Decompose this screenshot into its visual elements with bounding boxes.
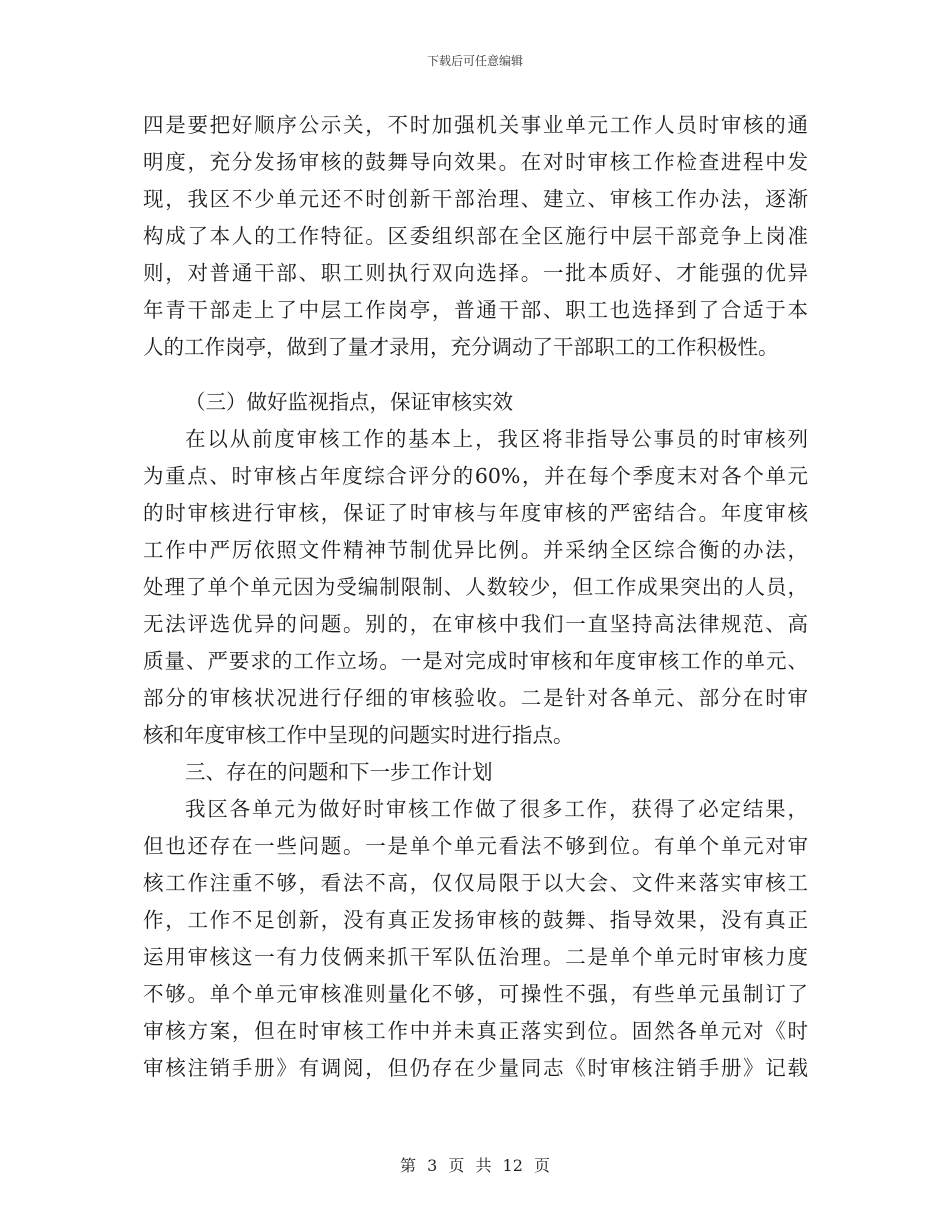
page-header-note: 下载后可任意编辑 (426, 54, 523, 68)
text-line: 核工作注重不够，看法不高，仅仅局限于以大会、文件来落实审核工 (143, 871, 808, 895)
text-line: 构成了本人的工作特征。区委组织部在全区施行中层干部竞争上岗准 (143, 224, 808, 248)
text-line: 人的工作岗亭，做到了量才录用，充分调动了干部职工的工作积极性。 (143, 335, 779, 359)
text-line: 质量、严要求的工作立场。一是对完成时审核和年度审核工作的单元、 (143, 649, 808, 673)
text-line: 但也还存在一些问题。一是单个单元看法不够到位。有单个单元对审 (143, 834, 808, 858)
section-heading: 三、存在的问题和下一步工作计划 (185, 760, 493, 784)
text-line: 作，工作不足创新，没有真正发扬审核的鼓舞、指导效果，没有真正 (143, 908, 808, 932)
text-line: 工作中严厉依照文件精神节制优异比例。并采纳全区综合衡的办法， (143, 538, 808, 562)
text-line: 不够。单个单元审核准则量化不够，可操性不强，有些单元虽制订了 (143, 982, 808, 1006)
text-line: 四是要把好顺序公示关，不时加强机关事业单元工作人员时审核的通 (143, 113, 808, 137)
text-line: 部分的审核状况进行仔细的审核验收。二是针对各单元、部分在时审 (143, 686, 808, 710)
text-line: 现，我区不少单元还不时创新干部治理、建立、审核工作办法，逐渐 (143, 187, 808, 211)
section-heading: （三）做好监视指点，保证审核实效 (185, 390, 513, 414)
text-line: 的时审核进行审核，保证了时审核与年度审核的严密结合。年度审核 (143, 501, 808, 525)
text-line: 处理了单个单元因为受编制限制、人数较少，但工作成果突出的人员， (143, 575, 808, 599)
document-body (143, 107, 808, 1087)
text-line: 核和年度审核工作中呈现的问题实时进行指点。 (143, 723, 574, 747)
text-line: 无法评选优异的问题。别的，在审核中我们一直坚持高法律规范、高 (143, 612, 808, 636)
text-line: 运用审核这一有力伎俩来抓干军队伍治理。二是单个单元时审核力度 (143, 945, 808, 969)
text-line: 审核方案，但在时审核工作中并未真正落实到位。固然各单元对《时 (143, 1019, 808, 1043)
text-line: 审核注销手册》有调阅，但仍存在少量同志《时审核注销手册》记载 (143, 1056, 808, 1080)
text-line: 则，对普通干部、职工则执行双向选择。一批本质好、才能强的优异 (143, 261, 808, 285)
page-number: 第 3 页 共 12 页 (400, 1156, 550, 1175)
text-line: 为重点、时审核占年度综合评分的60%，并在每个季度末对各个单元 (143, 464, 808, 488)
text-line: 年青干部走上了中层工作岗亭，普通干部、职工也选择到了合适于本 (143, 298, 808, 322)
text-line: 在以从前度审核工作的基本上，我区将非指导公事员的时审核列 (185, 427, 808, 451)
text-line: 明度，充分发扬审核的鼓舞导向效果。在对时审核工作检查进程中发 (143, 150, 808, 174)
text-line: 我区各单元为做好时审核工作做了很多工作，获得了必定结果， (185, 797, 808, 821)
